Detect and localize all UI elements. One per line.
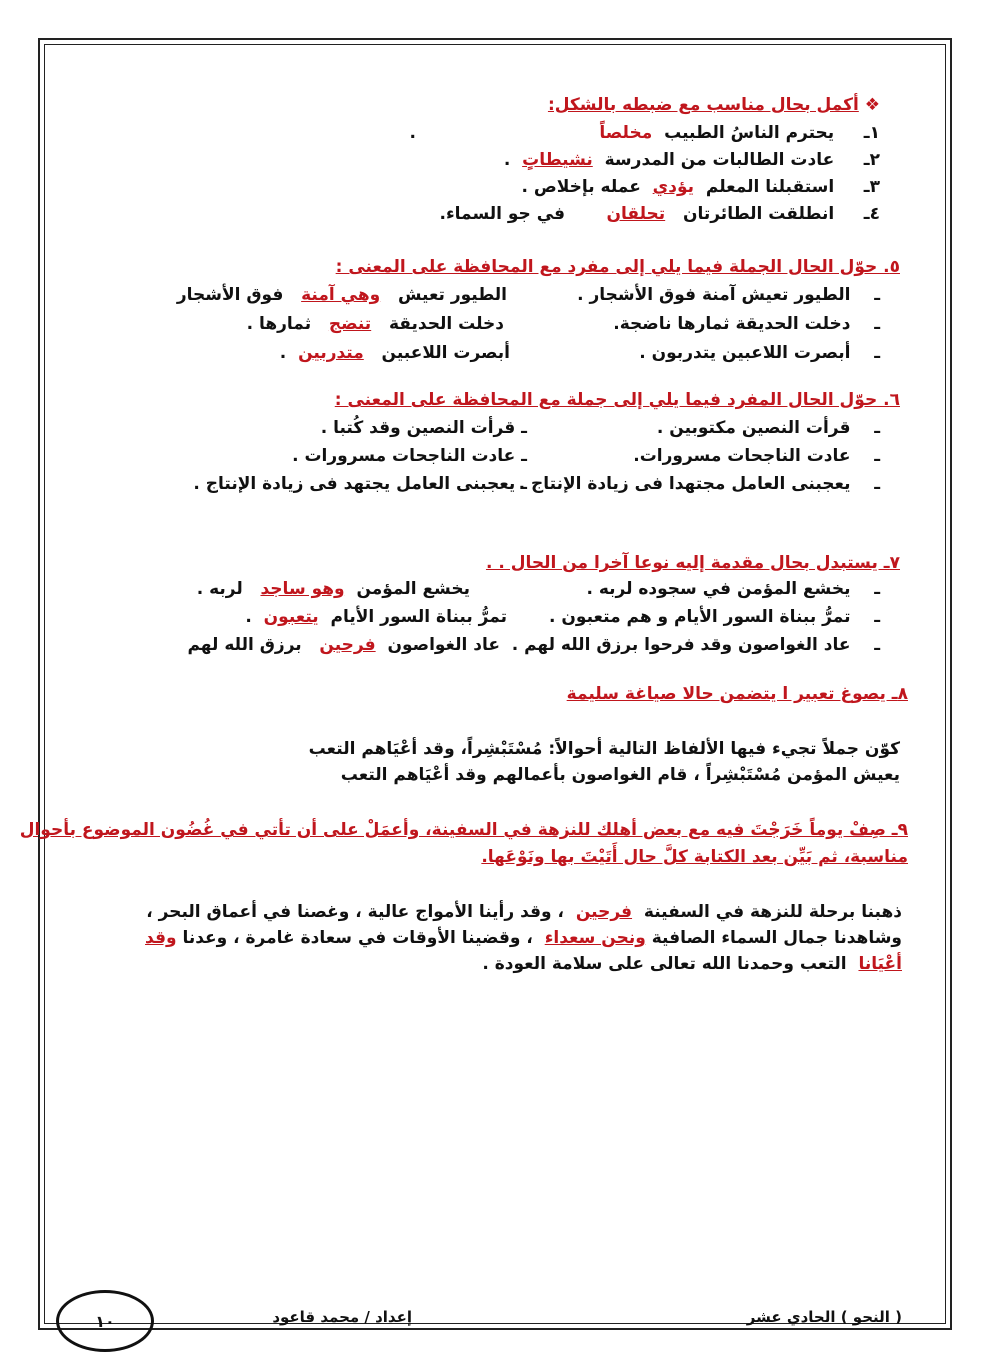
s5-answer-1 [177, 284, 507, 306]
answer: وهي آمنة [301, 285, 381, 305]
s5-question-2 [613, 313, 880, 335]
s6-question-2 [633, 445, 880, 467]
dash: ـ [874, 343, 880, 363]
question-text: تمرُّ ببناة السور الأيام و هم متعبون . [549, 607, 851, 627]
diamond-bullet-icon: ❖ [864, 95, 880, 115]
question-text: عاد الغواصون وقد فرحوا برزق الله لهم . [511, 635, 851, 655]
answer-prefix: أبصرت اللاعبين [381, 343, 510, 363]
s1-item-2 [504, 149, 880, 171]
essay-hal-1: فرحين [575, 902, 633, 922]
s5-answer-2 [247, 313, 504, 335]
item-number: ٣ـ [863, 177, 880, 197]
essay-hal-2: ونحن سعداء [544, 928, 646, 948]
answer-suffix: لربه . [196, 579, 243, 599]
answer: نشيطاتٍ [522, 150, 593, 170]
question-text: قرأت النصين مكتوبين . [656, 418, 851, 438]
item-number: ١ـ [863, 123, 880, 143]
s6-question-3 [519, 473, 880, 495]
item-end: عمله بإخلاص . [521, 177, 641, 197]
item-number: ٤ـ [863, 204, 880, 224]
answer-suffix: . [245, 607, 252, 627]
dash: ـ [874, 474, 880, 494]
answer: يتعبون [263, 607, 319, 627]
s5-answer-3 [280, 342, 510, 364]
s5-question-1 [577, 284, 880, 306]
question-text: يعجبنى العامل مجتهدا فى زيادة الإنتاج . [518, 474, 851, 494]
question-text: عادت الناجحات مسرورات. [633, 446, 851, 466]
answer-suffix: ثمارها . [246, 314, 312, 334]
s8-instruction: كوّن جملاً تجيء فيها الألفاظ التالية أحوالاً: مُسْتَبْشِراً، وقد أعْيَاهم التعب [308, 739, 900, 759]
answer: متدربين [298, 343, 364, 363]
dash: ـ [874, 579, 880, 599]
section-1-title: أكمل بحال مناسب مع ضبطه بالشكل: [547, 95, 859, 115]
page-number [56, 1290, 154, 1352]
dash: ـ [874, 314, 880, 334]
question-text: أبصرت اللاعبين يتدربون . [639, 343, 851, 363]
answer-suffix: برزق الله لهم [187, 635, 302, 655]
dash: ـ [874, 607, 880, 627]
answer-prefix: تمرُّ ببناة السور الأيام [330, 607, 507, 627]
essay-text: ذهبنا برحلة للنزهة في السفينة [643, 902, 902, 922]
dash: ـ [874, 285, 880, 305]
dash: ـ [874, 635, 880, 655]
section-1-heading [548, 94, 880, 116]
question-text: يخشع المؤمن في سجوده لربه . [586, 579, 851, 599]
s7-question-2 [549, 606, 880, 628]
s1-item-1 [409, 122, 880, 144]
answer: تحلقان [606, 204, 666, 224]
answer-suffix: فوق الأشجار [176, 285, 284, 305]
answer: تنضج [328, 314, 372, 334]
essay-hal-3: وقد أعْيَانا [145, 928, 902, 974]
footer-subject: ( النحو ) الحادي عشر [746, 1308, 902, 1326]
footer-author: إعداد / محمد قاعود [272, 1308, 412, 1326]
answer-prefix: دخلت الحديقة [388, 314, 504, 334]
item-end: في جو السماء. [439, 204, 566, 224]
answer-prefix: الطيور تعيش [397, 285, 507, 305]
answer-prefix: يخشع المؤمن [356, 579, 470, 599]
s1-item-4 [440, 203, 880, 225]
section-8-title: ٨ـ يصوغ تعبير ا يتضمن حالا صياغة سليمة [566, 684, 908, 704]
section-6-title: ٦. حوّل الحال المفرد فيما يلي إلى جملة مع المحافظة على المعنى : [334, 390, 900, 410]
section-9-title-line-1: ٩ـ صِفْ يوماً خَرَجْتَ فيه مع بعض أهلك للنزهة في السفينة، وأعمَلْ على أن تأتي في غُضُون الموضوع بأحوال [19, 820, 908, 840]
answer: يؤدي [652, 177, 695, 197]
s6-answer-1: ـ قرأت النصين وقد كُتبا . [320, 418, 527, 438]
answer-prefix: عاد الغواصون [387, 635, 500, 655]
s6-answer-3: ـ يعجبنى العامل يجتهد فى زيادة الإنتاج . [193, 474, 527, 494]
answer: فرحين [319, 635, 376, 655]
s7-question-3 [512, 634, 880, 656]
item-end: . [409, 123, 416, 143]
item-text: عادت الطالبات من المدرسة [604, 150, 835, 170]
essay-text: التعب وحمدنا الله تعالى على سلامة العودة . [482, 954, 847, 974]
s8-answer: يعيش المؤمن مُسْتَبْشِراً ، قام الغواصون بأعمالهم وقد أعْيَاهم التعب [340, 765, 900, 785]
question-text: دخلت الحديقة ثمارها ناضجة. [613, 314, 851, 334]
item-text: استقبلنا المعلم [705, 177, 835, 197]
section-9-title-line-2: مناسبة، ثم بَيِّن بعد الكتابة كلَّ حال أَتَيْتَ بها ونَوْعَها. [481, 847, 908, 867]
item-end: . [503, 150, 511, 170]
s6-question-1 [657, 417, 880, 439]
essay-text: ، وقضينا الأوقات في سعادة غامرة ، وعدنا [182, 928, 533, 948]
answer: مخلصاً [599, 123, 653, 143]
dash: ـ [874, 418, 880, 438]
s7-answer-1 [197, 578, 470, 600]
s7-question-1 [586, 578, 880, 600]
section-7-title: ٧ـ يستبدل بحال مقدمة إليه نوعا آخرا من الحال . . [485, 553, 900, 573]
answer-suffix: . [279, 343, 287, 363]
answer: وهو ساجد [260, 579, 345, 599]
item-number: ٢ـ [863, 150, 880, 170]
s7-answer-3 [187, 634, 500, 656]
s7-answer-2 [245, 606, 507, 628]
s5-question-3 [639, 342, 880, 364]
item-text: يحترم الناسُ الطبيب [664, 123, 835, 143]
s6-answer-2: ـ عادت الناجحات مسرورات . [292, 446, 527, 466]
s1-item-3 [521, 176, 880, 198]
dash: ـ [874, 446, 880, 466]
section-5-title: ٥. حوّل الحال الجملة فيما يلي إلى مفرد مع المحافظة على المعنى : [335, 257, 900, 277]
item-text: انطلقت الطائرتان [682, 204, 835, 224]
question-text: الطيور تعيش آمنة فوق الأشجار . [577, 285, 851, 305]
page-number-text: ١٠ [95, 1311, 115, 1331]
essay-text: ، وقد رأينا الأمواج عالية ، وغصنا في أعماق البحر ، وشاهدنا جمال السماء الصافية [146, 902, 902, 948]
s9-essay-paragraph [90, 899, 902, 977]
